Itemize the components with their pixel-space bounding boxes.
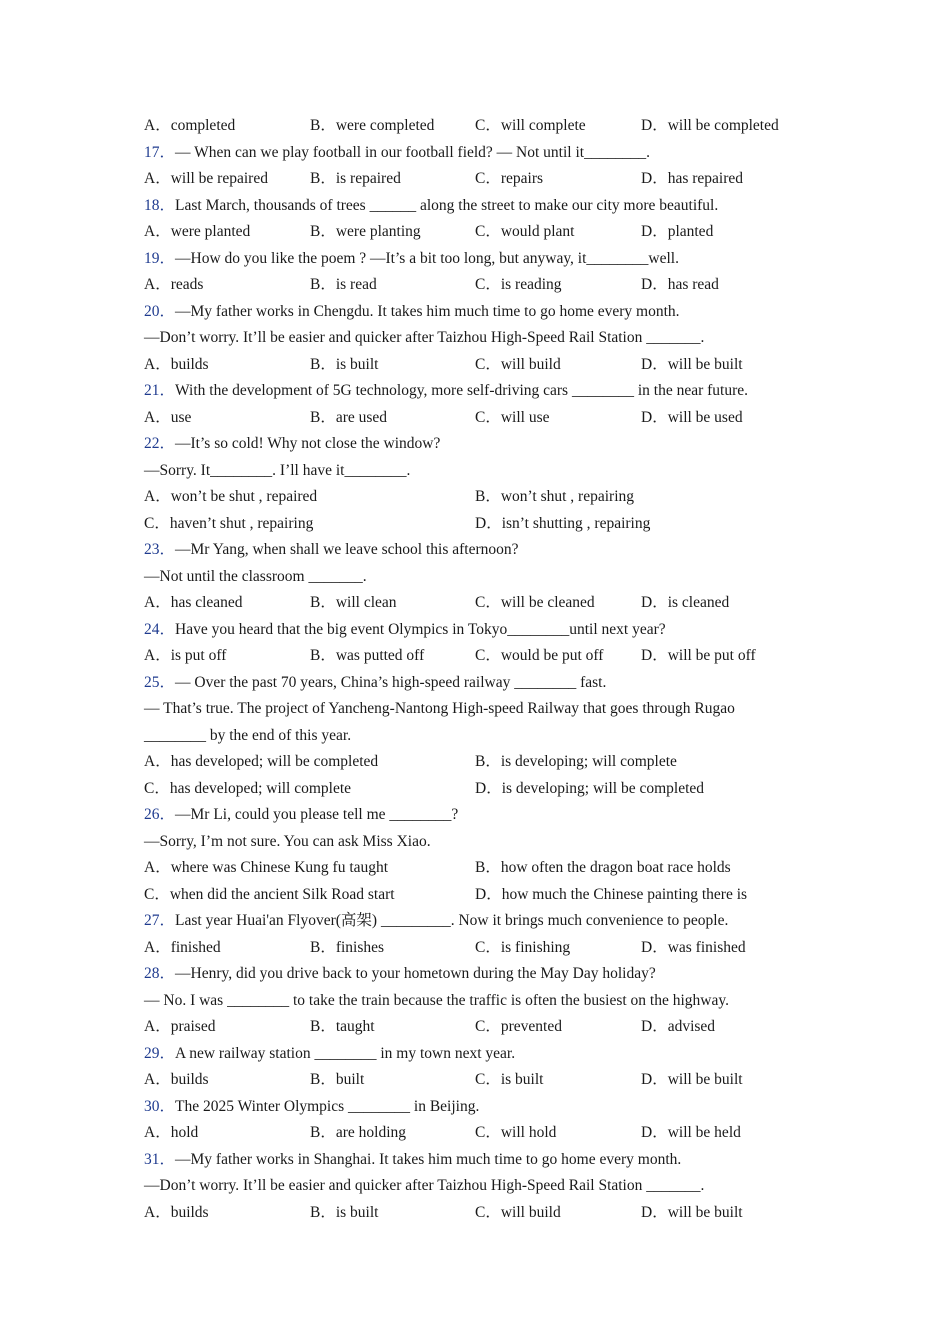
- answer-option: B．how often the dragon boat race holds: [475, 859, 731, 876]
- answer-option: A．will be repaired: [144, 170, 268, 187]
- question-continuation: [144, 696, 824, 723]
- question-line: [144, 193, 824, 220]
- question-line: [144, 1094, 824, 1121]
- question-text: Last year Huai'an Flyover(高架) _________. Now it brings much convenience to people.: [175, 912, 729, 929]
- answer-option: C．is built: [475, 1071, 544, 1088]
- question-number: 30．: [144, 1097, 176, 1115]
- question-text: Last March, thousands of trees ______ along the street to make our city more beautiful.: [175, 196, 719, 214]
- answer-options-row: [144, 1014, 824, 1041]
- answer-option: B．are holding: [310, 1124, 406, 1141]
- question-number: 31．: [144, 1150, 176, 1168]
- answer-option: A．praised: [144, 1018, 216, 1035]
- answer-option: A．were planted: [144, 223, 251, 240]
- answer-option: B．are used: [310, 408, 388, 426]
- answer-option: B．is built: [310, 355, 379, 373]
- answer-options-row: [144, 882, 824, 909]
- question-text: —Don’t worry. It’ll be easier and quicker after Taizhou High-Speed Rail Station _______.: [144, 1177, 705, 1194]
- question-line: [144, 670, 824, 697]
- answer-option: C．when did the ancient Silk Road start: [144, 885, 395, 903]
- answer-option: A．hold: [144, 1124, 199, 1141]
- answer-option: D．isn’t shutting , repairing: [475, 514, 651, 532]
- answer-option: B．finishes: [310, 938, 385, 956]
- answer-options-row: [144, 352, 824, 379]
- question-list: [144, 113, 824, 1226]
- question-text: —How do you like the poem ? —It’s a bit too long, but anyway, it________well.: [175, 249, 679, 267]
- answer-options-row: [144, 166, 824, 193]
- question-continuation: [144, 829, 824, 856]
- question-line: [144, 1041, 824, 1068]
- answer-options-row: [144, 855, 824, 882]
- answer-options-row: [144, 219, 824, 246]
- answer-option: A．builds: [144, 355, 209, 373]
- answer-options-row: [144, 272, 824, 299]
- question-text: Have you heard that the big event Olympics in Tokyo________until next year?: [175, 620, 666, 638]
- question-continuation: [144, 723, 824, 750]
- question-line: [144, 140, 824, 167]
- question-text: —Mr Li, could you please tell me ________?: [175, 806, 459, 823]
- answer-option: D．was finished: [641, 938, 746, 956]
- answer-options-row: [144, 935, 824, 962]
- answer-option: D．will be built: [641, 355, 743, 373]
- question-text: A new railway station ________ in my town next year.: [175, 1044, 516, 1062]
- answer-option: C．haven’t shut , repairing: [144, 514, 314, 532]
- answer-option: A．finished: [144, 938, 221, 956]
- question-text: —It’s so cold! Why not close the window?: [175, 435, 441, 452]
- question-continuation: [144, 1173, 824, 1200]
- answer-option: A．is put off: [144, 647, 227, 664]
- answer-option: C．has developed; will complete: [144, 779, 352, 797]
- answer-options-row: [144, 405, 824, 432]
- answer-option: C．will use: [475, 408, 550, 426]
- question-line: [144, 908, 824, 935]
- question-number: 17．: [144, 143, 176, 161]
- answer-option: D．will be used: [641, 408, 743, 426]
- answer-option: C．repairs: [475, 170, 544, 187]
- answer-option: C．will complete: [475, 117, 586, 134]
- answer-option: B．were planting: [310, 223, 421, 240]
- question-text: ________ by the end of this year.: [144, 726, 352, 744]
- question-line: [144, 299, 824, 326]
- answer-options-row: [144, 643, 824, 670]
- answer-option: A．reads: [144, 276, 204, 293]
- answer-options-row: [144, 590, 824, 617]
- question-number: 21．: [144, 382, 176, 399]
- answer-option: D．has repaired: [641, 170, 743, 187]
- question-number: 19．: [144, 249, 176, 267]
- answer-option: C．would be put off: [475, 647, 604, 664]
- answer-options-row: [144, 776, 824, 803]
- question-number: 25．: [144, 673, 176, 691]
- answer-option: D．will be built: [641, 1203, 743, 1221]
- answer-option: D．will be put off: [641, 647, 756, 664]
- question-text: —Don’t worry. It’ll be easier and quicker after Taizhou High-Speed Rail Station _______.: [144, 329, 705, 346]
- question-number: 26．: [144, 806, 176, 823]
- question-continuation: [144, 564, 824, 591]
- question-text: —Henry, did you drive back to your hometown during the May Day holiday?: [175, 965, 656, 982]
- answer-option: D．will be completed: [641, 117, 779, 134]
- question-continuation: [144, 988, 824, 1015]
- answer-options-row: [144, 1120, 824, 1147]
- question-text: — Over the past 70 years, China’s high-speed railway ________ fast.: [175, 673, 607, 691]
- question-number: 20．: [144, 302, 176, 320]
- answer-option: D．has read: [641, 276, 719, 293]
- answer-options-row: [144, 1067, 824, 1094]
- answer-option: C．will hold: [475, 1124, 557, 1141]
- question-line: [144, 378, 824, 405]
- answer-options-row: [144, 511, 824, 538]
- answer-options-row: [144, 113, 824, 140]
- question-text: —My father works in Shanghai. It takes him much time to go home every month.: [175, 1150, 682, 1168]
- answer-option: C．will build: [475, 1203, 561, 1221]
- question-text: —Mr Yang, when shall we leave school this afternoon?: [175, 541, 519, 558]
- question-text: —Sorry. It________. I’ll have it________.: [144, 461, 411, 479]
- question-number: 23．: [144, 541, 176, 558]
- answer-option: D．will be built: [641, 1071, 743, 1088]
- question-line: [144, 1147, 824, 1174]
- answer-option: B．built: [310, 1071, 365, 1088]
- answer-option: C．will be cleaned: [475, 594, 595, 611]
- answer-options-row: [144, 1200, 824, 1227]
- question-text: —Sorry, I’m not sure. You can ask Miss Xiao.: [144, 832, 431, 850]
- answer-option: B．won’t shut , repairing: [475, 488, 635, 505]
- question-continuation: [144, 325, 824, 352]
- question-text: —My father works in Chengdu. It takes him much time to go home every month.: [175, 302, 680, 320]
- answer-option: B．is developing; will complete: [475, 753, 677, 770]
- answer-option: C．prevented: [475, 1018, 562, 1035]
- answer-option: C．would plant: [475, 223, 575, 240]
- answer-option: B．will clean: [310, 594, 397, 611]
- answer-option: C．is reading: [475, 276, 562, 293]
- answer-option: B．is built: [310, 1203, 379, 1221]
- answer-option: D．is developing; will be completed: [475, 779, 705, 797]
- answer-option: A．builds: [144, 1071, 209, 1088]
- answer-option: C．is finishing: [475, 938, 571, 956]
- answer-option: A．has developed; will be completed: [144, 753, 379, 770]
- question-text: The 2025 Winter Olympics ________ in Beijing.: [175, 1097, 480, 1115]
- question-line: [144, 617, 824, 644]
- answer-option: D．how much the Chinese painting there is: [475, 885, 748, 903]
- answer-option: A．has cleaned: [144, 594, 243, 611]
- question-line: [144, 961, 824, 988]
- answer-option: B．were completed: [310, 117, 435, 134]
- answer-option: A．use: [144, 408, 192, 426]
- question-text: — That’s true. The project of Yancheng-Nantong High-speed Railway that goes through Rugao: [144, 700, 735, 717]
- answer-option: D．planted: [641, 223, 714, 240]
- question-number: 28．: [144, 965, 176, 982]
- answer-option: B．was putted off: [310, 647, 425, 664]
- question-number: 29．: [144, 1044, 176, 1062]
- question-number: 18．: [144, 196, 176, 214]
- answer-option: B．is repaired: [310, 170, 401, 187]
- question-number: 24．: [144, 620, 176, 638]
- answer-options-row: [144, 749, 824, 776]
- question-line: [144, 537, 824, 564]
- question-continuation: [144, 458, 824, 485]
- answer-option: B．taught: [310, 1018, 375, 1035]
- question-number: 27．: [144, 912, 176, 929]
- answer-option: C．will build: [475, 355, 561, 373]
- answer-option: A．builds: [144, 1203, 209, 1221]
- answer-option: A．completed: [144, 117, 236, 134]
- answer-option: D．will be held: [641, 1124, 741, 1141]
- answer-option: B．is read: [310, 276, 377, 293]
- answer-option: A．won’t be shut , repaired: [144, 488, 318, 505]
- answer-option: D．is cleaned: [641, 594, 730, 611]
- question-text: — No. I was ________ to take the train because the traffic is often the busiest on the highway.: [144, 991, 729, 1009]
- answer-options-row: [144, 484, 824, 511]
- question-number: 22．: [144, 435, 176, 452]
- question-text: — When can we play football in our football field? — Not until it________.: [175, 143, 650, 161]
- question-text: With the development of 5G technology, more self-driving cars ________ in the near future.: [175, 382, 749, 399]
- question-line: [144, 246, 824, 273]
- answer-option: A．where was Chinese Kung fu taught: [144, 859, 389, 876]
- answer-option: D．advised: [641, 1018, 716, 1035]
- question-line: [144, 802, 824, 829]
- question-text: —Not until the classroom _______.: [144, 567, 367, 585]
- question-line: [144, 431, 824, 458]
